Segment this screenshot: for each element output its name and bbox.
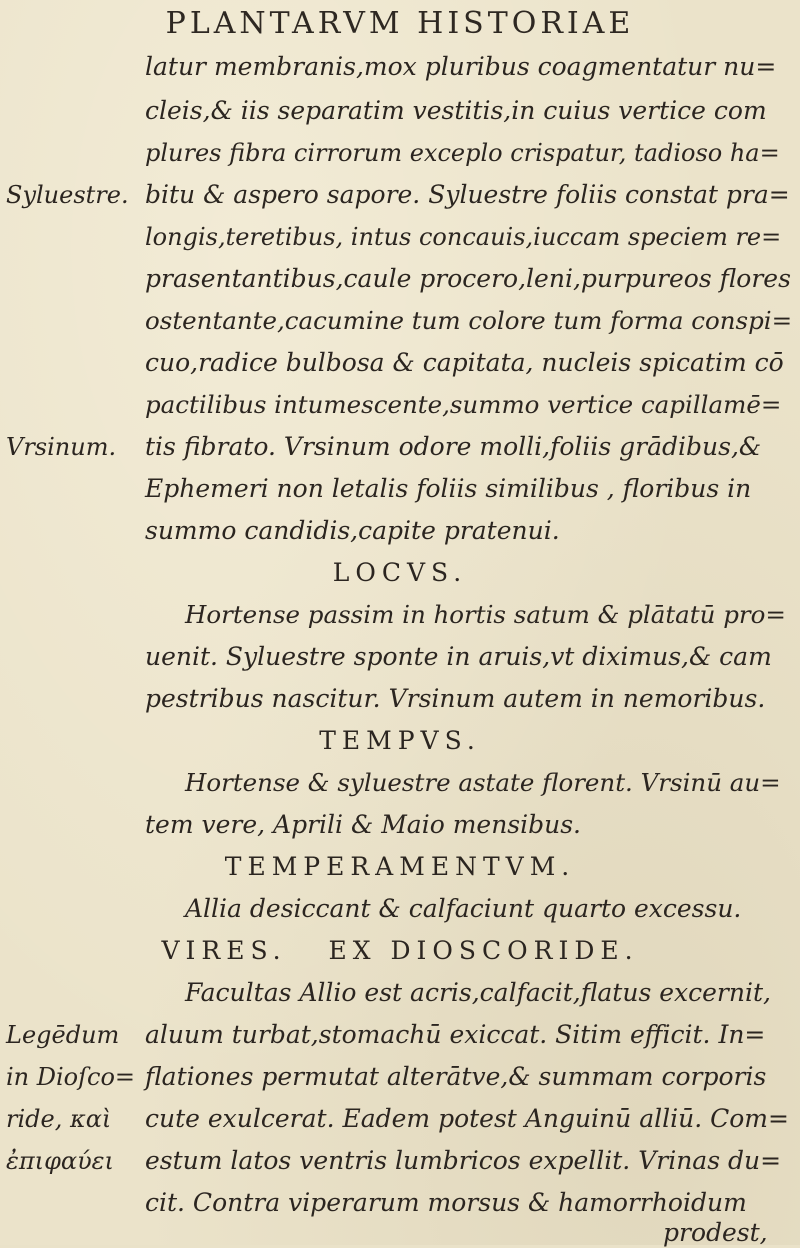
section-heading-vires: VIRES. EX DIOSCORIDE.	[161, 936, 639, 965]
margin-note-ride-kai: ride, καὶ	[6, 1105, 112, 1133]
running-title: PLANTARVM HISTORIAE	[165, 6, 635, 41]
text-line: estum latos ventris lumbricos expellit. Vrinas du=	[145, 1146, 782, 1175]
text-line: Ephemeri non letalis foliis similibus , floribus in	[145, 474, 752, 503]
text-line: Hortense passim in hortis satum & plātatū pro=	[185, 600, 786, 629]
margin-note-epiphauei: ἐπιφαύει	[6, 1147, 114, 1175]
text-line: bitu & aspero sapore. Syluestre foliis constat pra=	[145, 180, 790, 209]
text-line: latur membranis,mox pluribus coagmentatur nu=	[145, 52, 777, 81]
section-heading-temperamentum: TEMPERAMENTVM.	[224, 852, 576, 881]
text-line: Hortense & syluestre astate florent. Vrsinū au=	[185, 768, 781, 797]
text-line: pactilibus intumescente,summo vertice capillamē=	[145, 390, 782, 419]
text-line: prodest,	[663, 1218, 768, 1247]
text-line: tem vere, Aprili & Maio mensibus.	[145, 810, 581, 839]
section-heading-locus: LOCVS.	[332, 558, 468, 587]
text-line: Allia desiccant & calfaciunt quarto excessu.	[185, 894, 742, 923]
text-line: ostentante,cacumine tum colore tum forma conspi=	[145, 306, 793, 335]
text-line: cit. Contra viperarum morsus & hamorrhoidum	[145, 1188, 747, 1217]
section-heading-tempus: TEMPVS.	[319, 726, 481, 755]
text-line: Facultas Allio est acris,calfacit,flatus excernit,	[185, 978, 771, 1007]
margin-note-syluestre: Syluestre.	[6, 181, 129, 209]
margin-note-legendum: Legēdum	[6, 1021, 120, 1049]
text-line: tis fibrato. Vrsinum odore molli,foliis grādibus,&	[145, 432, 762, 461]
margin-note-vrsinum: Vrsinum.	[6, 433, 117, 461]
text-line: summo candidis,capite pratenui.	[145, 516, 560, 545]
text-line: aluum turbat,stomachū exiccat. Sitim efficit. In=	[145, 1020, 766, 1049]
text-line: prasentantibus,caule procero,leni,purpureos flores	[145, 264, 791, 293]
text-line: plures fibra cirrorum exceplo crispatur, tadioso ha=	[145, 139, 780, 167]
text-line: cuo,radice bulbosa & capitata, nucleis spicatim cō	[145, 348, 784, 377]
margin-note-dioscoride: in Dioſco=	[6, 1063, 136, 1091]
text-line: uenit. Syluestre sponte in aruis,vt diximus,& cam	[145, 642, 772, 671]
text-line: cleis,& iis separatim vestitis,in cuius vertice com	[145, 96, 767, 125]
text-line: flationes permutat alterātve,& summam corporis	[145, 1062, 767, 1091]
text-line: pestribus nascitur. Vrsinum autem in nemoribus.	[145, 684, 766, 713]
text-line: cute exulcerat. Eadem potest Anguinū alliū. Com=	[145, 1104, 789, 1133]
text-line: longis,teretibus, intus concauis,iuccam speciem re=	[145, 223, 782, 251]
